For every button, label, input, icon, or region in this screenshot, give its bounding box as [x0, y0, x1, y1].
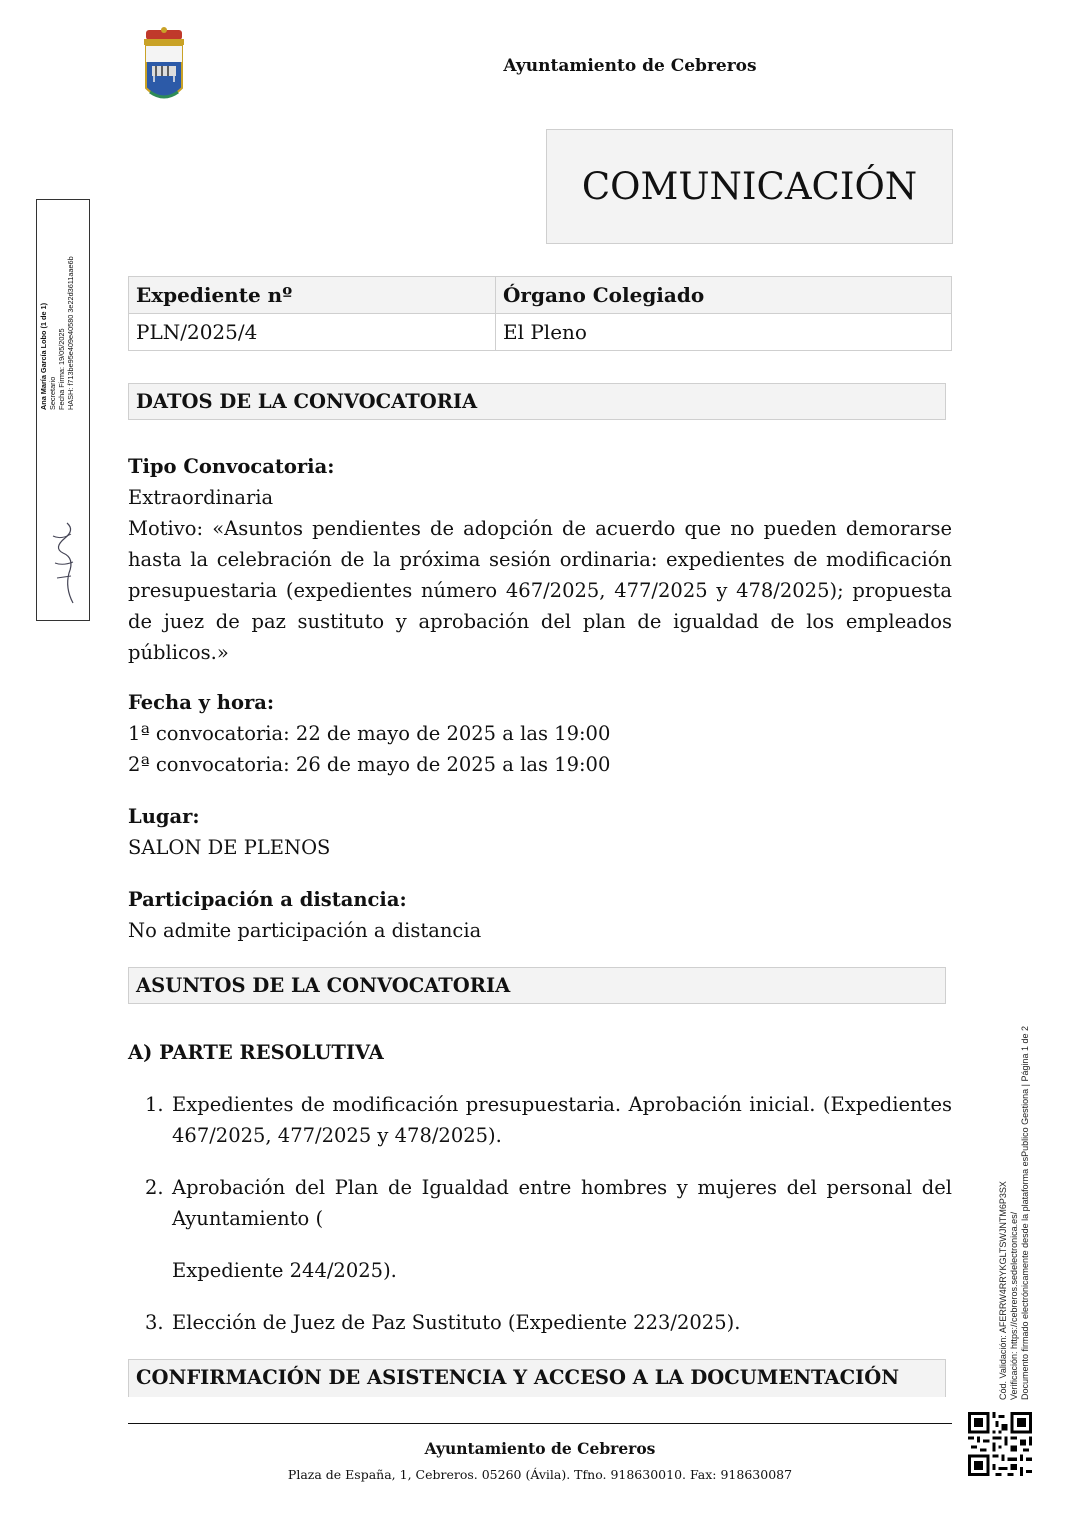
- participacion-value: No admite participación a distancia: [128, 919, 482, 942]
- list-item-number: 1.: [145, 1093, 164, 1116]
- section-asuntos-convocatoria: ASUNTOS DE LA CONVOCATORIA: [128, 967, 946, 1004]
- list-item: Elección de Juez de Paz Sustituto (Expediente 223/2025).: [172, 1311, 741, 1334]
- signature-strip: [36, 199, 90, 621]
- qr-code-icon: [968, 1412, 1032, 1476]
- header-organization: Ayuntamiento de Cebreros: [503, 56, 757, 76]
- municipal-crest-logo: [140, 26, 188, 108]
- motivo-text: Motivo: «Asuntos pendientes de adopción de acuerdo que no pueden demorarse hasta la celebración de la próxima sesión ordinaria: expedientes de modificación presupuestaria (expedientes número 467/2025, 477/2025 y 478/2025); propuesta de juez de paz sustituto y aprobación del plan de igualdad de los empleados públicos.»: [128, 517, 952, 664]
- footer-divider: [128, 1423, 952, 1424]
- fecha-hora-label: Fecha y hora:: [128, 691, 275, 714]
- list-item-continuation: Expediente 244/2025).: [172, 1259, 397, 1282]
- document-title: COMUNICACIÓN: [546, 129, 953, 244]
- signature-text: [39, 0, 85, 410]
- lugar-value: SALON DE PLENOS: [128, 836, 331, 859]
- list-item: Expedientes de modificación presupuestaria. Aprobación inicial. (Expedientes 467/2025, 477/2025 y 478/2025).: [172, 1093, 952, 1147]
- expediente-table: [128, 276, 952, 351]
- platform-note: Documento firmado electrónicamente desde la plataforma esPublico Gestiona | Página 1 de 2: [1020, 1025, 1030, 1400]
- list-item-number: 3.: [145, 1311, 164, 1334]
- list-item-number: 2.: [145, 1176, 164, 1199]
- signature-hash: HASH: f713be95e409e40580 3e22d3611aae6b: [66, 256, 75, 410]
- handwritten-signature: [45, 518, 81, 608]
- table-header-organo: Órgano Colegiado: [496, 277, 952, 314]
- parte-resolutiva-heading: A) PARTE RESOLUTIVA: [128, 1041, 384, 1064]
- participacion-label: Participación a distancia:: [128, 888, 407, 911]
- table-header-row: [129, 277, 952, 314]
- section-datos-convocatoria: DATOS DE LA CONVOCATORIA: [128, 383, 946, 420]
- table-row: [129, 314, 952, 351]
- verification-text: [998, 945, 1031, 1400]
- validation-code: Cód. Validación: AFERRW4RRYKGLTSWJNTM6P3SX: [998, 1181, 1008, 1400]
- verification-url: Verificación: https://cebreros.sedelectronica.es/: [1009, 1211, 1019, 1400]
- tipo-convocatoria-label: Tipo Convocatoria:: [128, 455, 335, 478]
- organo-value: El Pleno: [496, 314, 952, 351]
- tipo-convocatoria-value: Extraordinaria: [128, 486, 274, 509]
- expediente-value: PLN/2025/4: [129, 314, 496, 351]
- footer-organization: Ayuntamiento de Cebreros: [424, 1439, 656, 1458]
- signer-role: Secretario: [48, 376, 57, 410]
- table-header-expediente: Expediente nº: [129, 277, 496, 314]
- lugar-label: Lugar:: [128, 805, 200, 828]
- section-confirmacion: CONFIRMACIÓN DE ASISTENCIA Y ACCESO A LA DOCUMENTACIÓN: [128, 1359, 946, 1397]
- list-item: Aprobación del Plan de Igualdad entre hombres y mujeres del personal del Ayuntamiento (: [172, 1176, 952, 1230]
- footer-address: Plaza de España, 1, Cebreros. 05260 (Ávila). Tfno. 918630010. Fax: 918630087: [287, 1467, 793, 1482]
- signature-date: Fecha Firma: 19/05/2025: [57, 328, 66, 410]
- primera-convocatoria: 1ª convocatoria: 22 de mayo de 2025 a las 19:00: [128, 722, 611, 745]
- segunda-convocatoria: 2ª convocatoria: 26 de mayo de 2025 a las 19:00: [128, 753, 611, 776]
- signer-name: Ana María García Lobo (1 de 1): [39, 302, 48, 410]
